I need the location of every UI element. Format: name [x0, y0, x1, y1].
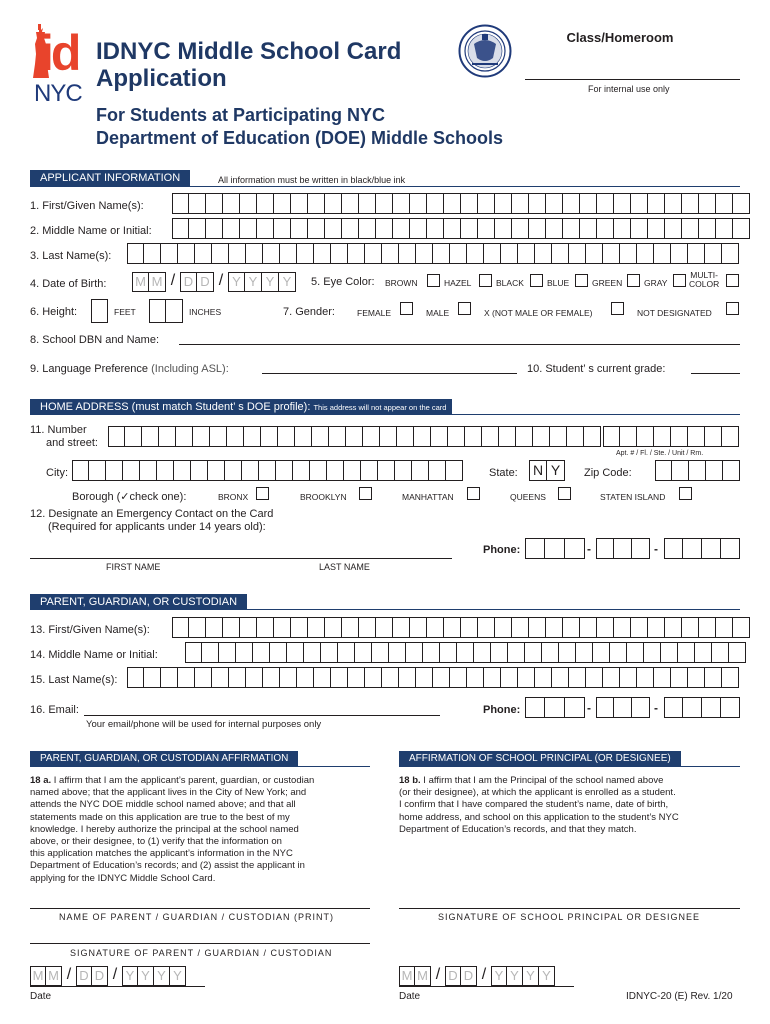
- number-street-label: 11. Number and street:: [30, 424, 98, 449]
- parent-phone-prefix-boxes[interactable]: [596, 697, 650, 718]
- dob-label: 4. Date of Birth:: [30, 278, 107, 290]
- feet-label: FEET: [114, 307, 136, 317]
- last-name-label: 3. Last Name(s):: [30, 250, 112, 262]
- gender-male-label: MALE: [426, 308, 450, 318]
- principal-date-underline: [399, 986, 574, 987]
- inches-label: INCHES: [189, 307, 222, 317]
- gender-female-checkbox[interactable]: [400, 302, 413, 315]
- eye-brown-checkbox[interactable]: [427, 274, 440, 287]
- nyc-seal-icon: [458, 24, 512, 78]
- emergency-phone-label: Phone:: [483, 544, 521, 556]
- language-field[interactable]: [262, 373, 517, 374]
- page-subtitle-line2: Department of Education (DOE) Middle Schools: [96, 128, 504, 148]
- eye-brown-label: BROWN: [385, 278, 418, 288]
- apt-note: Apt. # / Fl. / Ste. / Unit / Rm.: [616, 450, 704, 457]
- borough-bronx-checkbox[interactable]: [256, 487, 269, 500]
- borough-manhattan-label: MANHATTAN: [402, 492, 454, 502]
- eye-hazel-checkbox[interactable]: [479, 274, 492, 287]
- emergency-phone-area-boxes[interactable]: [525, 538, 585, 559]
- eye-gray-checkbox[interactable]: [673, 274, 686, 287]
- parent-last-name-label: 15. Last Name(s):: [30, 674, 118, 686]
- parent-affirmation-header: PARENT, GUARDIAN, OR CUSTODIAN AFFIRMATION: [30, 751, 298, 767]
- school-label: 8. School DBN and Name:: [30, 334, 160, 346]
- gender-not-designated-label: NOT DESIGNATED: [637, 308, 712, 318]
- page-title-line1: IDNYC Middle School Card: [96, 38, 402, 65]
- eye-multicolor-label: MULTI- COLOR: [689, 270, 720, 289]
- principal-signature-caption: SIGNATURE OF SCHOOL PRINCIPAL OR DESIGNEE: [438, 912, 701, 922]
- applicant-section-rule: [30, 186, 740, 187]
- parent-first-name-label: 13. First/Given Name(s):: [30, 624, 150, 636]
- contact-note: Your email/phone will be used for internal purposes only: [86, 719, 322, 730]
- eye-gray-label: GRAY: [644, 278, 668, 288]
- first-name-label: 1. First/Given Name(s):: [30, 200, 144, 212]
- height-feet-box[interactable]: [91, 299, 108, 323]
- number-street-boxes[interactable]: [108, 426, 601, 447]
- borough-staten-island-label: STATEN ISLAND: [600, 492, 666, 502]
- borough-bronx-label: BRONX: [218, 492, 249, 502]
- height-inches-boxes[interactable]: [149, 299, 183, 323]
- gender-not-designated-checkbox[interactable]: [726, 302, 739, 315]
- gender-female-label: FEMALE: [357, 308, 392, 318]
- borough-queens-checkbox[interactable]: [558, 487, 571, 500]
- logo-id-text: id: [40, 25, 79, 81]
- eye-blue-label: BLUE: [547, 278, 570, 288]
- page-title-line2: Application: [96, 65, 227, 92]
- parent-affirmation-text: 18 a. I affirm that I am the applicant’s parent, guardian, or custodian named above; that the applicant lives in the City of New York; and attends the NYC DOE middle school named above; and that all statements made on this application are true to the best of my knowledge. I hereby authorize the principal at the school named above, or their designee, to (1) verify that the information on this application matches the applicant’s information in the NYC Department of Education’s records; and (2) assist the applicant in applying for the IDNYC Middle School Card.: [30, 775, 315, 884]
- borough-staten-island-checkbox[interactable]: [679, 487, 692, 500]
- class-homeroom-label: Class/Homeroom: [566, 30, 674, 45]
- gender-label: 7. Gender:: [283, 306, 335, 318]
- zip-label: Zip Code:: [584, 467, 632, 479]
- parent-name-print-field[interactable]: [30, 908, 370, 909]
- parent-section-header: PARENT, GUARDIAN, OR CUSTODIAN: [30, 594, 247, 610]
- idnyc-logo: [30, 20, 86, 106]
- dob-boxes[interactable]: M M / D D / Y Y Y Y: [132, 272, 296, 292]
- eye-multicolor-checkbox[interactable]: [726, 274, 739, 287]
- parent-phone-label: Phone:: [483, 704, 521, 716]
- parent-phone-dash-2: -: [654, 701, 658, 715]
- parent-last-name-boxes[interactable]: [127, 667, 739, 688]
- eye-hazel-label: HAZEL: [444, 278, 472, 288]
- state-boxes: N Y: [529, 460, 565, 481]
- emergency-name-field[interactable]: [30, 558, 452, 559]
- parent-date-boxes[interactable]: M M / D D / Y Y Y Y: [30, 966, 186, 986]
- phone-dash-1: -: [587, 542, 591, 556]
- principal-date-boxes[interactable]: M M / D D / Y Y Y Y: [399, 966, 555, 986]
- gender-male-checkbox[interactable]: [458, 302, 471, 315]
- applicant-section-header: APPLICANT INFORMATION: [30, 170, 190, 186]
- apt-boxes[interactable]: [603, 426, 739, 447]
- logo-nyc-text: NYC: [34, 80, 82, 107]
- zip-boxes[interactable]: [655, 460, 740, 481]
- principal-signature-field[interactable]: [399, 908, 740, 909]
- borough-brooklyn-label: BROOKLYN: [300, 492, 347, 502]
- emergency-last-name-caption: LAST NAME: [319, 562, 370, 572]
- eye-black-checkbox[interactable]: [530, 274, 543, 287]
- parent-signature-caption: SIGNATURE OF PARENT / GUARDIAN / CUSTODIAN: [70, 948, 333, 958]
- borough-manhattan-checkbox[interactable]: [467, 487, 480, 500]
- eye-green-label: GREEN: [592, 278, 623, 288]
- principal-date-label: Date: [399, 991, 421, 1002]
- parent-email-field[interactable]: [84, 715, 440, 716]
- parent-middle-name-boxes[interactable]: [185, 642, 746, 663]
- grade-label: 10. Student’ s current grade:: [527, 363, 666, 375]
- borough-brooklyn-checkbox[interactable]: [359, 487, 372, 500]
- parent-date-label: Date: [30, 991, 52, 1002]
- parent-middle-name-label: 14. Middle Name or Initial:: [30, 649, 158, 661]
- middle-name-boxes[interactable]: [172, 218, 750, 239]
- parent-phone-line-boxes[interactable]: [664, 697, 740, 718]
- eye-blue-checkbox[interactable]: [575, 274, 588, 287]
- language-label: 9. Language Preference (Including ASL):: [30, 363, 229, 375]
- parent-phone-dash-1: -: [587, 701, 591, 715]
- gender-x-checkbox[interactable]: [611, 302, 624, 315]
- gender-x-label: X (NOT MALE OR FEMALE): [484, 308, 593, 318]
- emergency-contact-label: 12. Designate an Emergency Contact on the Card (Required for applicants under 14 years old):: [30, 508, 274, 533]
- class-homeroom-field[interactable]: [525, 79, 740, 80]
- principal-affirmation-header: AFFIRMATION OF SCHOOL PRINCIPAL (OR DESIGNEE): [399, 751, 681, 767]
- parent-first-name-boxes[interactable]: [172, 617, 750, 638]
- eye-green-checkbox[interactable]: [627, 274, 640, 287]
- grade-field[interactable]: [691, 373, 740, 374]
- middle-name-label: 2. Middle Name or Initial:: [30, 225, 152, 237]
- last-name-boxes[interactable]: [127, 243, 739, 264]
- eye-color-label: 5. Eye Color:: [311, 276, 375, 288]
- internal-use-note: For internal use only: [588, 84, 670, 94]
- city-boxes[interactable]: [72, 460, 463, 481]
- form-id: IDNYC-20 (E) Rev. 1/20: [626, 991, 733, 1002]
- city-label: City:: [46, 467, 68, 479]
- borough-queens-label: QUEENS: [510, 492, 546, 502]
- parent-date-underline: [30, 986, 205, 987]
- emergency-phone-prefix-boxes[interactable]: [596, 538, 650, 559]
- parent-name-print-caption: NAME OF PARENT / GUARDIAN / CUSTODIAN (PRINT): [59, 912, 335, 922]
- parent-signature-field[interactable]: [30, 943, 370, 944]
- school-field[interactable]: [179, 344, 740, 345]
- emergency-phone-line-boxes[interactable]: [664, 538, 740, 559]
- address-section-header: HOME ADDRESS (must match Student’ s DOE profile): This address will not appear on the card: [30, 399, 452, 415]
- eye-black-label: BLACK: [496, 278, 524, 288]
- page-subtitle-line1: For Students at Participating NYC: [96, 105, 386, 125]
- principal-affirmation-text: 18 b. I affirm that I am the Principal of the school named above (or their designee), at which the applicant is enrolled as a student. I confirm that I have compared the student’s name, date of birth, home address, and school on this application to the student’s NYC Department of Education’s records, and that they match.: [399, 775, 679, 835]
- parent-email-label: 16. Email:: [30, 704, 79, 716]
- parent-phone-area-boxes[interactable]: [525, 697, 585, 718]
- height-label: 6. Height:: [30, 306, 78, 318]
- phone-dash-2: -: [654, 542, 658, 556]
- emergency-first-name-caption: FIRST NAME: [106, 562, 161, 572]
- first-name-boxes[interactable]: [172, 193, 750, 214]
- ink-note: All information must be written in black/blue ink: [218, 175, 406, 185]
- borough-label: Borough (✓check one):: [72, 491, 187, 503]
- state-label: State:: [489, 467, 518, 479]
